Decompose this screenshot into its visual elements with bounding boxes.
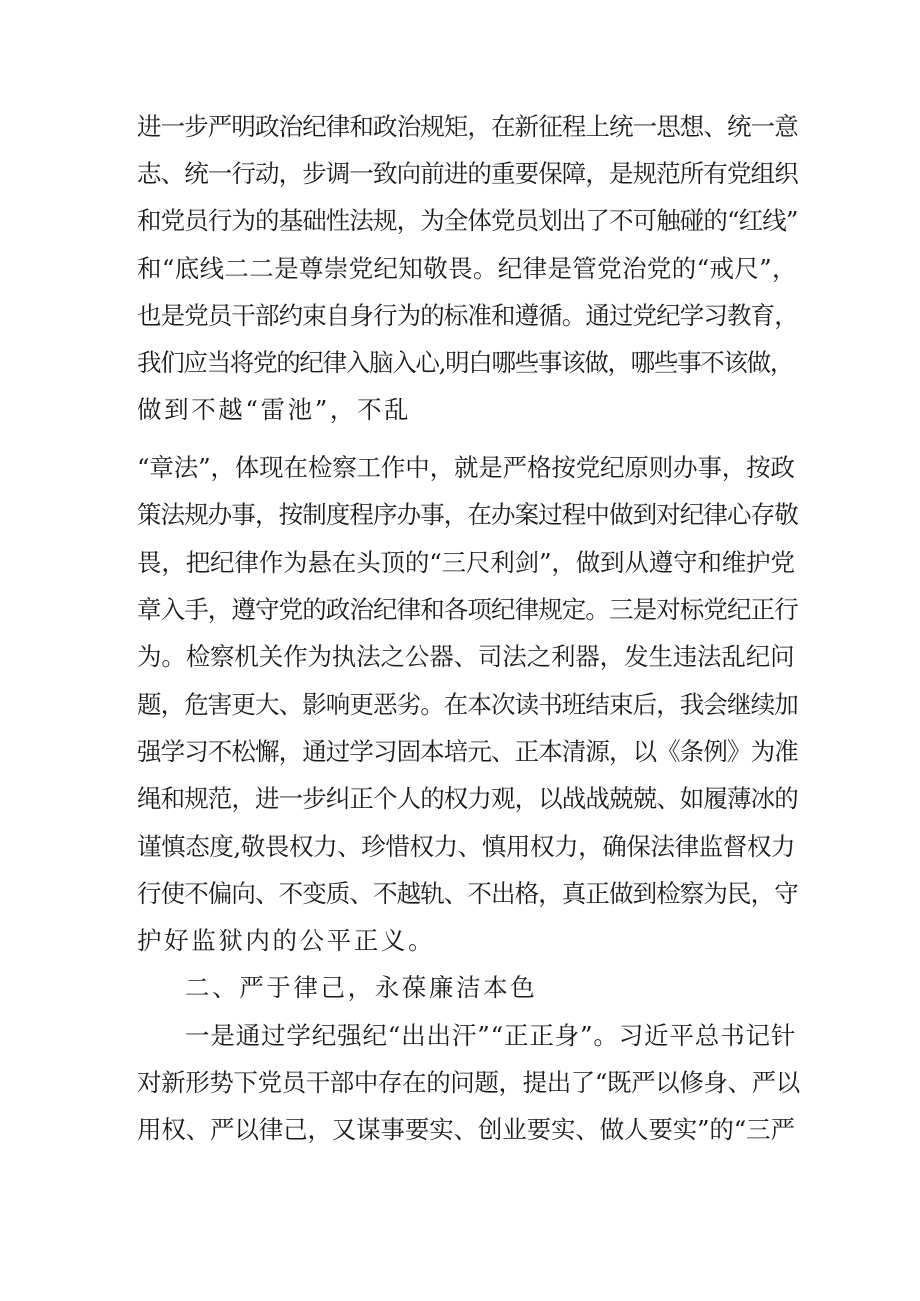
text-line-2: 志、统一行动，步调一致向前进的重要保障，是规范所有党组织 <box>137 159 798 188</box>
text-line-14: 强学习不松懈，通过学习固本培元、正本清源，以《条例》为准 <box>137 737 798 766</box>
text-line-6: 我们应当将党的纪律入脑入心,明白哪些事该做，哪些事不该做， <box>137 348 794 377</box>
text-line-15: 绳和规范，进一步纠正个人的权力观，以战战兢兢、如履薄冰的 <box>137 784 798 813</box>
text-line-4: 和“底线二二是尊崇党纪知敬畏。纪律是管党治党的“戒尺”， <box>137 254 797 283</box>
text-line-9: 策法规办事，按制度程序办事，在办案过程中做到对纪律心存敬 <box>137 500 798 529</box>
text-line-16: 谨慎态度,敬畏权力、珍惜权力、慎用权力，确保法律监督权力 <box>137 832 796 861</box>
text-line-1: 进一步严明政治纪律和政治规矩，在新征程上统一思想、统一意 <box>137 112 798 141</box>
text-line-13: 题，危害更大、影响更恶劣。在本次读书班结束后，我会继续加 <box>137 690 798 719</box>
text-line-20: 一是通过学纪强纪“出出汗”“正正身”。习近平总书记针 <box>185 1021 797 1050</box>
text-line-10: 畏，把纪律作为悬在头顶的“三尺利剑”，做到从遵守和维护党 <box>137 548 795 577</box>
text-line-11: 章入手，遵守党的政治纪律和各项纪律规定。三是对标党纪正行 <box>137 595 798 624</box>
text-line-8: “章法”，体现在检察工作中，就是严格按党纪原则办事，按政 <box>137 453 795 482</box>
text-line-7: 做到不越“雷池”，不乱 <box>137 395 412 424</box>
text-line-21: 对新形势下党员干部中存在的问题，提出了“既严以修身、严以 <box>137 1068 800 1097</box>
text-line-22: 用权、严以律己，又谋事要实、创业要实、做人要实”的“三严 <box>137 1115 795 1144</box>
section-heading: 二、严于律己，永葆廉洁本色 <box>185 973 538 1002</box>
text-line-17: 行使不偏向、不变质、不越轨、不出格，真正做到检察为民，守 <box>137 879 798 908</box>
text-line-12: 为。检察机关作为执法之公器、司法之利器，发生违法乱纪问 <box>137 642 795 671</box>
text-line-18: 护好监狱内的公平正义。 <box>137 926 436 955</box>
text-line-5: 也是党员干部约束自身行为的标准和遵循。通过党纪学习教育， <box>137 301 798 330</box>
text-line-3: 和党员行为的基础性法规，为全体党员划出了不可触碰的“红线” <box>137 206 798 235</box>
